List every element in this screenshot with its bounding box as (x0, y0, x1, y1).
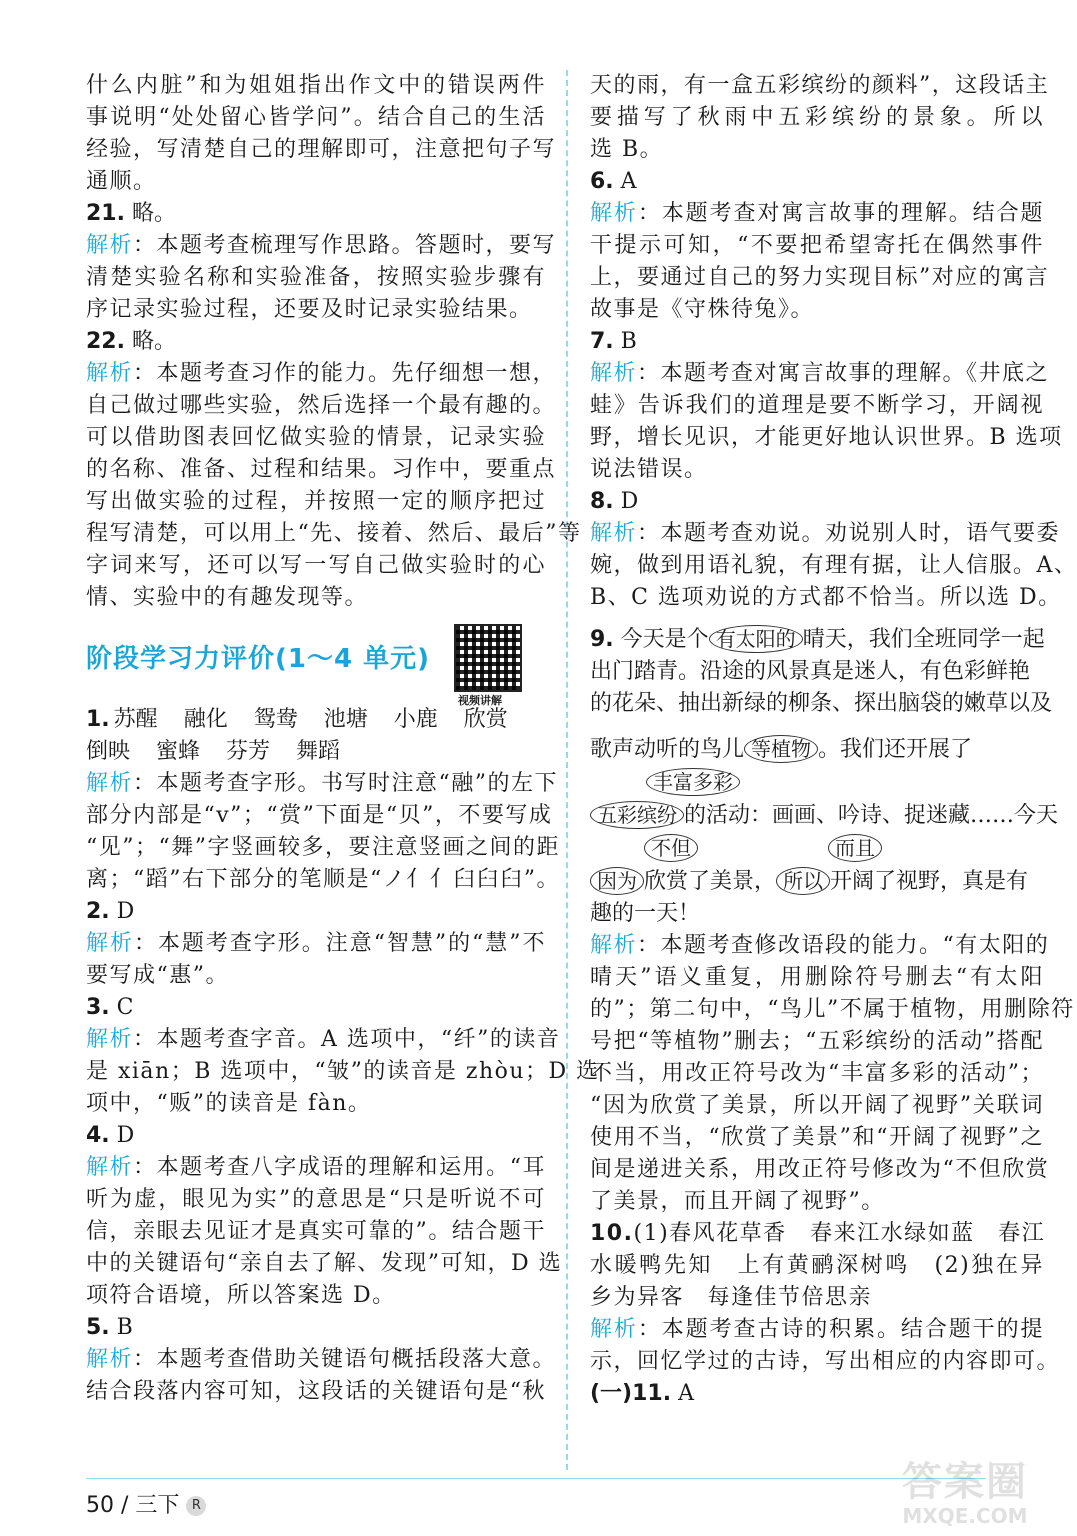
explanation-line: 清楚实验名称和实验准备，按照实验步骤有 (86, 265, 546, 290)
explanation-tag: 解析 (86, 931, 134, 956)
explanation-line: 写出做实验的过程，并按照一定的顺序把过 (86, 489, 546, 514)
text-line: 经验，写清楚自己的理解即可，注意把句子写 (86, 137, 557, 162)
explanation-tag: 解析 (86, 1155, 134, 1180)
explanation-line: 项符合语境，所以答案选 D。 (86, 1283, 396, 1308)
question-4: 4. D (86, 1123, 135, 1148)
replace-mark: 因为 (590, 867, 644, 895)
explanation-line: 的”；第二句中，“鸟儿”不属于植物，用删除符 (590, 997, 1075, 1022)
question-22: 22. 略。 (86, 329, 176, 354)
explanation-line: 晴天”语义重复，用删除符号删去“有太阳 (590, 965, 1044, 990)
question-3: 3. C (86, 995, 134, 1020)
explanation-line: 解析：本题考查字形。注意“智慧”的“慧”不 (86, 931, 546, 956)
explanation-line: 解析：本题考查古诗的积累。结合题干的提 (590, 1317, 1044, 1342)
explanation-line: 解析：本题考查梳理写作思路。答题时，要写 (86, 233, 557, 258)
explanation-line: “见”；“舞”字竖画较多，要注意竖画之间的距 (86, 835, 560, 860)
text-line: 选 B。 (590, 137, 664, 162)
question-9-line: 的花朵、抽出新绿的柳条、探出脑袋的嫩草以及 (590, 691, 1053, 716)
explanation-line: 要写成“惠”。 (86, 963, 229, 988)
explanation-line: 解析：本题考查借助关键语句概括段落大意。 (86, 1347, 557, 1372)
text-line: 什么内脏”和为姐姐指出作文中的错误两件 (86, 73, 546, 98)
explanation-line: 解析：本题考查八字成语的理解和运用。“耳 (86, 1155, 546, 1180)
question-9-line: 歌声动听的鸟儿 等植物 。我们还开展了 (590, 737, 973, 762)
question-8: 8. D (590, 489, 639, 514)
section-header (86, 624, 546, 707)
explanation-tag: 解析 (590, 201, 638, 226)
question-9-line: 趣的一天！ (590, 901, 701, 926)
question-7: 7. B (590, 329, 637, 354)
explanation-line: 解析：本题考查修改语段的能力。“有太阳的 (590, 933, 1050, 958)
explanation-line: 号把“等植物”删去；“五彩缤纷的活动”搭配 (590, 1029, 1044, 1054)
question-9-line: 出门踏青。沿途的风景真是迷人，有色彩鲜艳 (590, 659, 1031, 684)
page-number: 50 (86, 1493, 114, 1518)
explanation-line: 字词来写，还可以写一写自己做实验时的心 (86, 553, 546, 578)
question-2: 2. D (86, 899, 135, 924)
explanation-line: 示，回忆学过的古诗，写出相应的内容即可。 (590, 1349, 1061, 1374)
explanation-line: 序记录实验过程，还要及时记录实验结果。 (86, 297, 533, 322)
explanation-tag: 解析 (86, 1347, 134, 1372)
explanation-tag: 解析 (86, 233, 134, 258)
explanation-line: 自己做过哪些实验，然后选择一个最有趣的。 (86, 393, 557, 418)
explanation-line: 婉，做到用语礼貌，有理有据，让人信服。A、 (590, 553, 1077, 578)
question-1-row-2: 倒映 蜜蜂 芬芳 舞蹈 (86, 739, 341, 764)
explanation-tag: 解析 (86, 1027, 134, 1052)
explanation-line: 中的关键语句“亲自去了解、发现”可知，D 选 (86, 1251, 563, 1276)
explanation-line: 解析：本题考查对寓言故事的理解。《井底之 (590, 361, 1050, 386)
footer-separator: / (121, 1493, 129, 1518)
delete-mark: 有太阳的 (709, 625, 803, 653)
page-footer (86, 1488, 206, 1519)
explanation-line: 说法错误。 (590, 457, 708, 482)
explanation-tag: 解析 (86, 361, 134, 386)
explanation-tag: 解析 (590, 361, 638, 386)
question-1: 1. 苏醒 融化 鸳鸯 池塘 小鹿 欣赏 (86, 707, 508, 732)
correction-row (590, 832, 1044, 866)
question-9-line: 因为 欣赏了美景， 所以 开阔了视野，真是有 (590, 866, 1044, 898)
text-line: 天的雨，有一盒五彩缤纷的颜料”，这段话主 (590, 73, 1050, 98)
explanation-line: 解析：本题考查习作的能力。先仔细想一想， (86, 361, 557, 386)
explanation-tag: 解析 (590, 1317, 638, 1342)
explanation-line: 了美景，而且开阔了视野”。 (590, 1189, 885, 1214)
explanation-line: 程写清楚，可以用上“先、接着、然后、最后”等 (86, 521, 582, 546)
right-column (590, 70, 1077, 1410)
question-10-line: 水暖鸭先知 上有黄鹂深树鸣 (2)独在异 (590, 1253, 1044, 1278)
delete-mark: 等植物 (744, 735, 818, 763)
explanation-line: 部分内部是“ⅴ”；“赏”下面是“贝”，不要写成 (86, 803, 553, 828)
explanation-line: 干提示可知，“不要把希望寄托在偶然事件 (590, 233, 1044, 258)
correction-mark: 丰富多彩 (646, 768, 740, 796)
explanation-line: 情、实验中的有趣发现等。 (86, 585, 369, 610)
explanation-line: 故事是《守株待兔》。 (590, 297, 815, 322)
edition-badge: R (186, 1496, 206, 1516)
explanation-line: 蛙》告诉我们的道理是要不断学习，开阔视 (590, 393, 1044, 418)
explanation-line: 间是递进关系，用改正符号修改为“不但欣赏 (590, 1157, 1050, 1182)
question-10-line: 乡为异客 每逢佳节倍思亲 (590, 1285, 873, 1310)
watermark: 答案圈 MXQE.COM (902, 1459, 1028, 1528)
text-line: 事说明“处处留心皆学问”。结合自己的生活 (86, 105, 546, 130)
explanation-line: 结合段落内容可知，这段话的关键语句是“秋 (86, 1379, 546, 1404)
explanation-line: 信，亲眼去见证才是真实可靠的”。结合题干 (86, 1219, 546, 1244)
explanation-line: B、C 选项劝说的方式都不恰当。所以选 D。 (590, 585, 1062, 610)
question-6: 6. A (590, 169, 637, 194)
section-title: 阶段学习力评价(1～4 单元) (86, 644, 430, 674)
explanation-line: 解析：本题考查对寓言故事的理解。结合题 (590, 201, 1044, 226)
explanation-line: 使用不当，“欣赏了美景”和“开阔了视野”之 (590, 1125, 1044, 1150)
explanation-line: 项中，“贩”的读音是 fàn。 (86, 1091, 372, 1116)
correction-mark: 不但 (644, 834, 698, 862)
qr-code-icon[interactable] (454, 624, 522, 692)
replace-mark: 五彩缤纷 (590, 801, 684, 829)
question-21: 21. 略。 (86, 201, 176, 226)
question-10: 10.(1)春风花草香 春来江水绿如蓝 春江 (590, 1221, 1046, 1246)
question-9-line: 五彩缤纷 的活动：画画、吟诗、捉迷藏……今天 (590, 800, 1044, 832)
question-11: (一)11. A (590, 1381, 694, 1406)
correction-mark: 而且 (828, 834, 882, 862)
grade-label: 三下 (135, 1493, 180, 1518)
explanation-line: 可以借助图表回忆做实验的情景，记录实验 (86, 425, 546, 450)
explanation-line: 解析：本题考查字音。A 选项中，“纤”的读音 (86, 1027, 561, 1052)
explanation-line: 解析：本题考查劝说。劝说别人时，语气要委 (590, 521, 1061, 546)
explanation-line: 是 xiān；B 选项中，“皱”的读音是 zhòu；D 选 (86, 1059, 600, 1084)
explanation-line: 离；“蹈”右下部分的笔顺是“ノ亻亻臼臼臼”。 (86, 867, 560, 892)
explanation-line: 野，增长见识，才能更好地认识世界。B 选项 (590, 425, 1063, 450)
explanation-line: 的名称、准备、过程和结果。习作中，要重点 (86, 457, 557, 482)
explanation-tag: 解析 (590, 521, 638, 546)
explanation-line: 上，要通过自己的努力实现目标”对应的寓言 (590, 265, 1050, 290)
left-column (86, 70, 600, 1408)
replace-mark: 所以 (776, 867, 830, 895)
explanation-line: “因为欣赏了美景，所以开阔了视野”关联词 (590, 1093, 1044, 1118)
footer-rule (86, 1478, 986, 1479)
column-divider (566, 70, 568, 1470)
question-9-line: 9. 今天是个 有太阳的 晴天，我们全班同学一起 (590, 627, 1045, 652)
text-line: 要描写了秋雨中五彩缤纷的景象。所以 (590, 105, 1044, 130)
explanation-tag: 解析 (86, 771, 134, 796)
explanation-tag: 解析 (590, 933, 638, 958)
explanation-line: 解析：本题考查字形。书写时注意“融”的左下 (86, 771, 559, 796)
text-line: 通顺。 (86, 169, 157, 194)
correction-row (590, 766, 1044, 800)
explanation-line: 不当，用改正符号改为“丰富多彩的活动”； (590, 1061, 1044, 1086)
qr-label: 视频讲解 (458, 694, 502, 707)
question-5: 5. B (86, 1315, 133, 1340)
explanation-line: 听为虚，眼见为实”的意思是“只是听说不可 (86, 1187, 546, 1212)
